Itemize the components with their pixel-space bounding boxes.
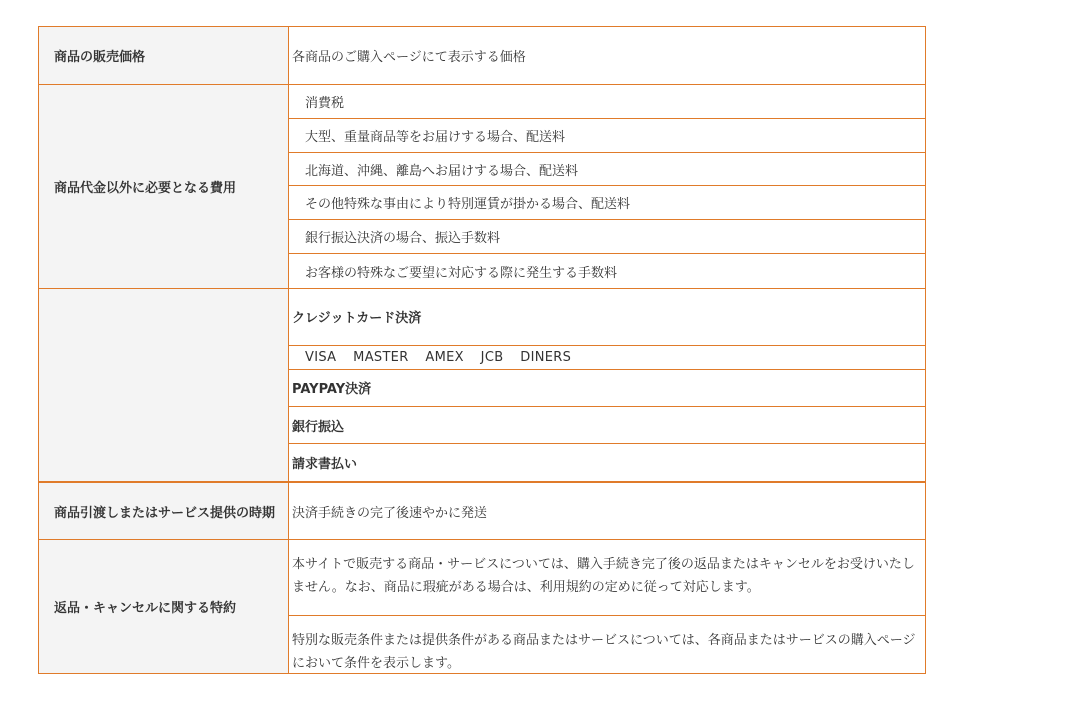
credit-card-brands: VISA MASTER AMEX JCB DINERS xyxy=(289,346,925,370)
credit-card-title: クレジットカード決済 xyxy=(289,289,925,346)
row-header xyxy=(39,289,289,481)
invoice-payment: 請求書払い xyxy=(292,457,358,473)
row-sales-price xyxy=(39,27,925,85)
bank-transfer-payment: 銀行振込 xyxy=(289,407,925,444)
fee-item: 消費税 xyxy=(289,85,925,119)
row-header: 商品引渡しまたはサービス提供の時期 xyxy=(39,483,289,539)
paypay-payment: PAYPAY決済 xyxy=(289,370,925,408)
fee-item: 北海道、沖縄、離島へお届けする場合、配送料 xyxy=(289,153,925,187)
row-value: 決済手続きの完了後速やかに発送 xyxy=(292,505,488,521)
row-header: 返品・キャンセルに関する特約 xyxy=(39,540,289,673)
fee-item: 銀行振込決済の場合、振込手数料 xyxy=(289,220,925,254)
row-additional-fees xyxy=(39,85,925,289)
fee-item: お客様の特殊なご要望に対応する際に発生する手数料 xyxy=(305,265,618,281)
row-payment-methods xyxy=(39,289,925,483)
fee-item: 大型、重量商品等をお届けする場合、配送料 xyxy=(289,119,925,153)
row-returns-cancellation xyxy=(39,540,925,673)
row-header: 商品の販売価格 xyxy=(39,27,289,84)
returns-paragraph: 本サイトで販売する商品・サービスについては、購入手続き完了後の返品またはキャンセルをお受けいたしません。なお、商品に瑕疵がある場合は、利用規約の定めに従って対応します。 xyxy=(289,540,925,616)
row-header: 商品代金以外に必要となる費用 xyxy=(39,85,289,288)
returns-paragraph: 特別な販売条件または提供条件がある商品またはサービスについては、各商品またはサービスの購入ページにおいて条件を表示します。 xyxy=(292,633,916,671)
row-delivery-timing xyxy=(39,483,925,540)
row-value: 各商品のご購入ページにて表示する価格 xyxy=(292,50,526,65)
legal-notice-table xyxy=(38,26,926,674)
fee-item: その他特殊な事由により特別運賃が掛かる場合、配送料 xyxy=(289,186,925,220)
